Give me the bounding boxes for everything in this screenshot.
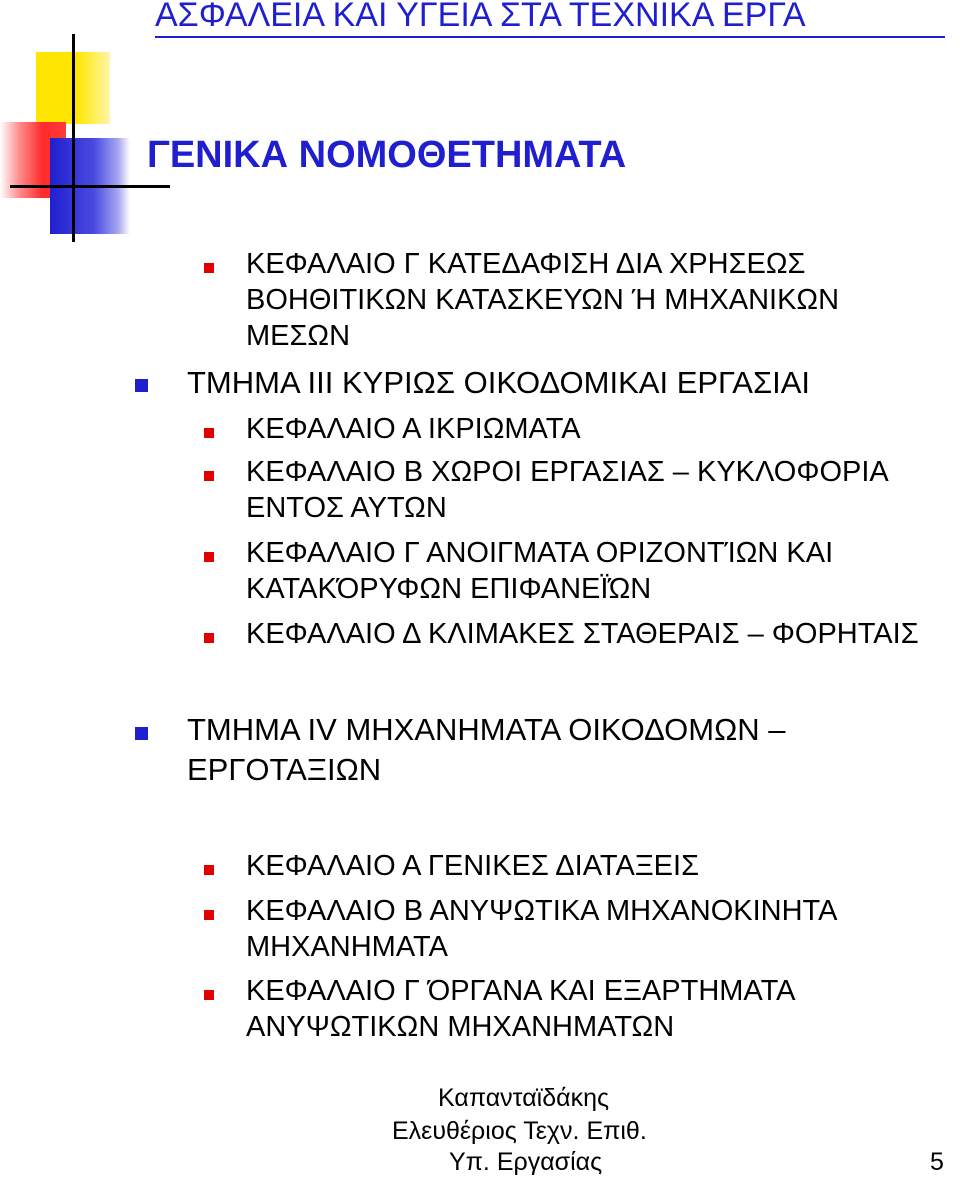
list-item-line: ΚΕΦΑΛΑΙΟ Β ΧΩΡΟΙ ΕΡΓΑΣΙΑΣ – ΚΥΚΛΟΦΟΡΙΑ [246,456,889,488]
bullet-red-icon [204,633,214,643]
list-item-line: ΚΕΦΑΛΑΙΟ Β ΑΝΥΨΩΤΙΚΑ ΜΗΧΑΝΟΚΙΝΗΤΑ [246,895,838,927]
section-heading: ΤΜΗΜΑ IV ΜΗΧΑΝΗΜΑΤΑ ΟΙΚΟΔΟΜΩΝ – [187,712,786,747]
footer-author-name: Καπανταϊδάκης [438,1084,610,1112]
bullet-red-icon [204,865,214,875]
header-title: ΑΣΦΑΛΕΙΑ ΚΑΙ ΥΓΕΙΑ ΣΤΑ ΤΕΧΝΙΚΑ ΕΡΓΑ [155,0,945,38]
bullet-red-icon [204,990,214,1000]
list-item-line: ΒΟΗΘΙΤΙΚΩΝ ΚΑΤΑΣΚΕΥΩΝ Ή ΜΗΧΑΝΙΚΩΝ [246,284,840,316]
bullet-red-icon [204,552,214,562]
section-heading: ΤΜΗΜΑ ΙΙΙ ΚΥΡΙΩΣ ΟΙΚΟΔΟΜΙΚΑΙ ΕΡΓΑΣΙΑΙ [187,365,811,400]
list-item-line: ΜΗΧΑΝΗΜΑΤΑ [246,931,448,963]
list-item-line: ΜΕΣΩΝ [246,320,351,352]
footer-author-title: Ελευθέριος Τεχν. Επιθ. [392,1117,647,1145]
list-item-line: ΚΕΦΑΛΑΙΟ Α ΙΚΡΙΩΜΑΤΑ [246,413,581,445]
list-item-line: ΚΕΦΑΛΑΙΟ Γ ΚΑΤΕΔΑΦΙΣΗ ΔΙΑ ΧΡΗΣΕΩΣ [246,248,806,280]
bullet-blue-icon [135,379,148,392]
bullet-red-icon [204,428,214,438]
footer-ministry: Υπ. Εργασίας [449,1148,603,1176]
bullet-red-icon [204,263,214,273]
page-number: 5 [930,1148,944,1176]
bullet-blue-icon [135,727,148,740]
list-item-line: ΚΑΤΑΚΌΡΥΦΩΝ ΕΠΙΦΑΝΕΪΏΝ [246,573,652,605]
logo-vertical-line [72,34,75,242]
slide-logo-graphic [0,0,130,250]
bullet-red-icon [204,910,214,920]
list-item-line: ΕΝΤΟΣ ΑΥΤΩΝ [246,492,447,524]
list-item-line: ΚΕΦΑΛΑΙΟ Γ ΑΝΟΙΓΜΑΤΑ ΟΡΙΖΟΝΤΊΩΝ ΚΑΙ [246,537,834,569]
logo-horizontal-line [10,185,170,188]
list-item-line: ΑΝΥΨΩΤΙΚΩΝ ΜΗΧΑΝΗΜΑΤΩΝ [246,1011,675,1043]
list-item-line: ΚΕΦΑΛΑΙΟ Γ ΌΡΓΑΝΑ ΚΑΙ ΕΞΑΡΤΗΜΑΤΑ [246,975,796,1007]
bullet-red-icon [204,471,214,481]
section-heading: ΕΡΓΟΤΑΞΙΩΝ [187,752,382,787]
list-item-line: ΚΕΦΑΛΑΙΟ Δ ΚΛΙΜΑΚΕΣ ΣΤΑΘΕΡΑΙΣ – ΦΟΡΗΤΑΙΣ [246,618,919,650]
slide-title: ΓΕΝΙΚΑ ΝΟΜΟΘΕΤΗΜΑΤΑ [147,134,627,176]
list-item-line: ΚΕΦΑΛΑΙΟ Α ΓΕΝΙΚΕΣ ΔΙΑΤΑΞΕΙΣ [246,850,699,882]
